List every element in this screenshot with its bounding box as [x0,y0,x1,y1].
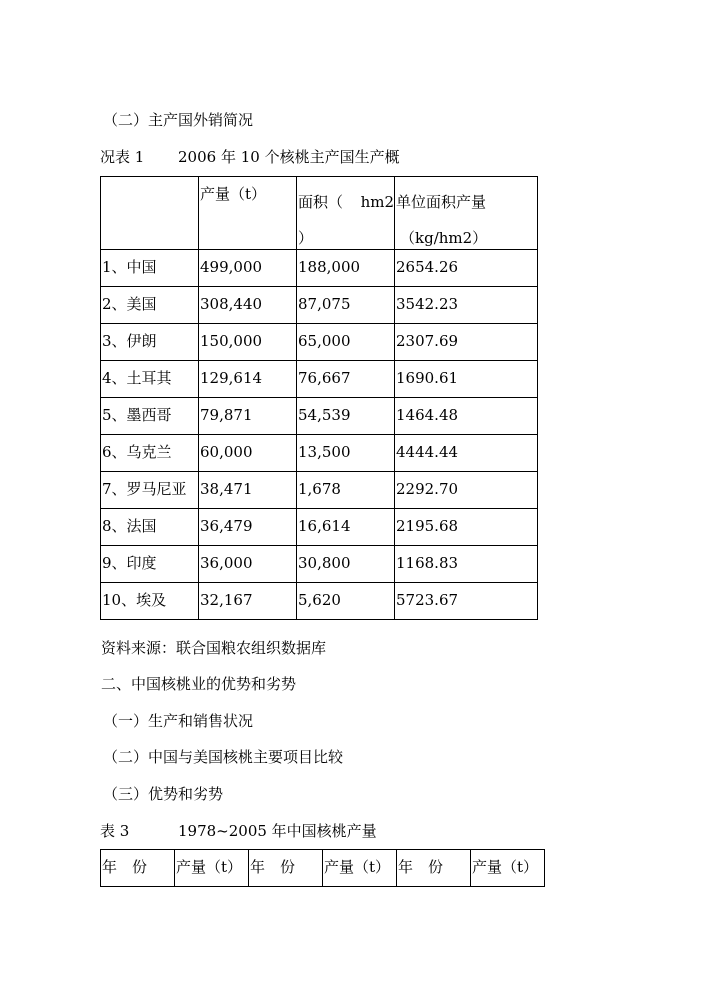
section2-subheading-1: （一）生产和销售状况 [103,712,254,730]
cell-country: 1、中国 [101,250,199,287]
cell-country: 10、埃及 [101,583,199,620]
cell-area: 54,539 [297,398,395,435]
cell-production: 79,871 [199,398,297,435]
cell-area: 16,614 [297,509,395,546]
cell-production: 129,614 [199,361,297,398]
table-header-row [101,177,538,250]
yearly-production-table [100,849,545,887]
yield-header-unit: （kg/hm2） [400,229,488,247]
cell-yield: 5723.67 [395,583,538,620]
section2-subheading-2: （二）中国与美国核桃主要项目比较 [103,748,344,766]
header-cell-year: 年 份 [397,850,471,887]
cell-production: 38,471 [199,472,297,509]
cell-production: 36,000 [199,546,297,583]
cell-country: 6、乌克兰 [101,435,199,472]
cell-area: 188,000 [297,250,395,287]
cell-area: 65,000 [297,324,395,361]
header-cell-year: 年 份 [101,850,175,887]
header-cell-production: 产量（t） [199,177,297,250]
header-cell-production: 产量（t） [471,850,545,887]
table-row [101,324,538,361]
cell-production: 32,167 [199,583,297,620]
cell-yield: 4444.44 [395,435,538,472]
area-header-unit: hm2 [360,193,394,211]
cell-area: 13,500 [297,435,395,472]
cell-country: 9、印度 [101,546,199,583]
cell-country: 3、伊朗 [101,324,199,361]
table-row [101,583,538,620]
cell-yield: 1690.61 [395,361,538,398]
table3-caption-title: 1978~2005 年中国核桃产量 [178,822,377,840]
table-row [101,398,538,435]
cell-yield: 2307.69 [395,324,538,361]
header-cell-production: 产量（t） [323,850,397,887]
header-cell-year: 年 份 [249,850,323,887]
cell-area: 5,620 [297,583,395,620]
section2-subheading-3: （三）优势和劣势 [103,785,224,803]
cell-area: 76,667 [297,361,395,398]
table-row [101,361,538,398]
cell-country: 5、墨西哥 [101,398,199,435]
cell-production: 308,440 [199,287,297,324]
area-header-part1: 面积（ [298,193,344,211]
header-cell-country [101,177,199,250]
table1-source: 资料来源：联合国粮农组织数据库 [101,639,327,657]
header-cell-yield [395,177,538,250]
cell-country: 8、法国 [101,509,199,546]
cell-production: 150,000 [199,324,297,361]
table-row [101,435,538,472]
cell-production: 36,479 [199,509,297,546]
cell-yield: 2195.68 [395,509,538,546]
table1-caption-label: 况表 1 [100,148,145,166]
table-row [101,546,538,583]
cell-country: 7、罗马尼亚 [101,472,199,509]
cell-yield: 2292.70 [395,472,538,509]
table-row [101,509,538,546]
cell-area: 1,678 [297,472,395,509]
table1-caption-title: 2006 年 10 个核桃主产国生产概 [178,148,400,166]
yield-header-label: 单位面积产量 [396,193,487,211]
cell-yield: 1464.48 [395,398,538,435]
area-header-part2: ） [298,229,314,247]
cell-yield: 3542.23 [395,287,538,324]
table-row [101,287,538,324]
section2-title: 二、中国核桃业的优势和劣势 [101,675,297,693]
cell-yield: 1168.83 [395,546,538,583]
cell-production: 499,000 [199,250,297,287]
table-row [101,472,538,509]
table3-caption-label: 表 3 [100,822,130,840]
cell-yield: 2654.26 [395,250,538,287]
header-cell-area [297,177,395,250]
production-table [100,176,538,620]
header-cell-production: 产量（t） [175,850,249,887]
cell-area: 87,075 [297,287,395,324]
cell-area: 30,800 [297,546,395,583]
cell-country: 4、土耳其 [101,361,199,398]
cell-country: 2、美国 [101,287,199,324]
section-heading-market: （二）主产国外销简况 [103,111,254,129]
table-header-row [101,850,545,887]
table-row [101,250,538,287]
cell-production: 60,000 [199,435,297,472]
